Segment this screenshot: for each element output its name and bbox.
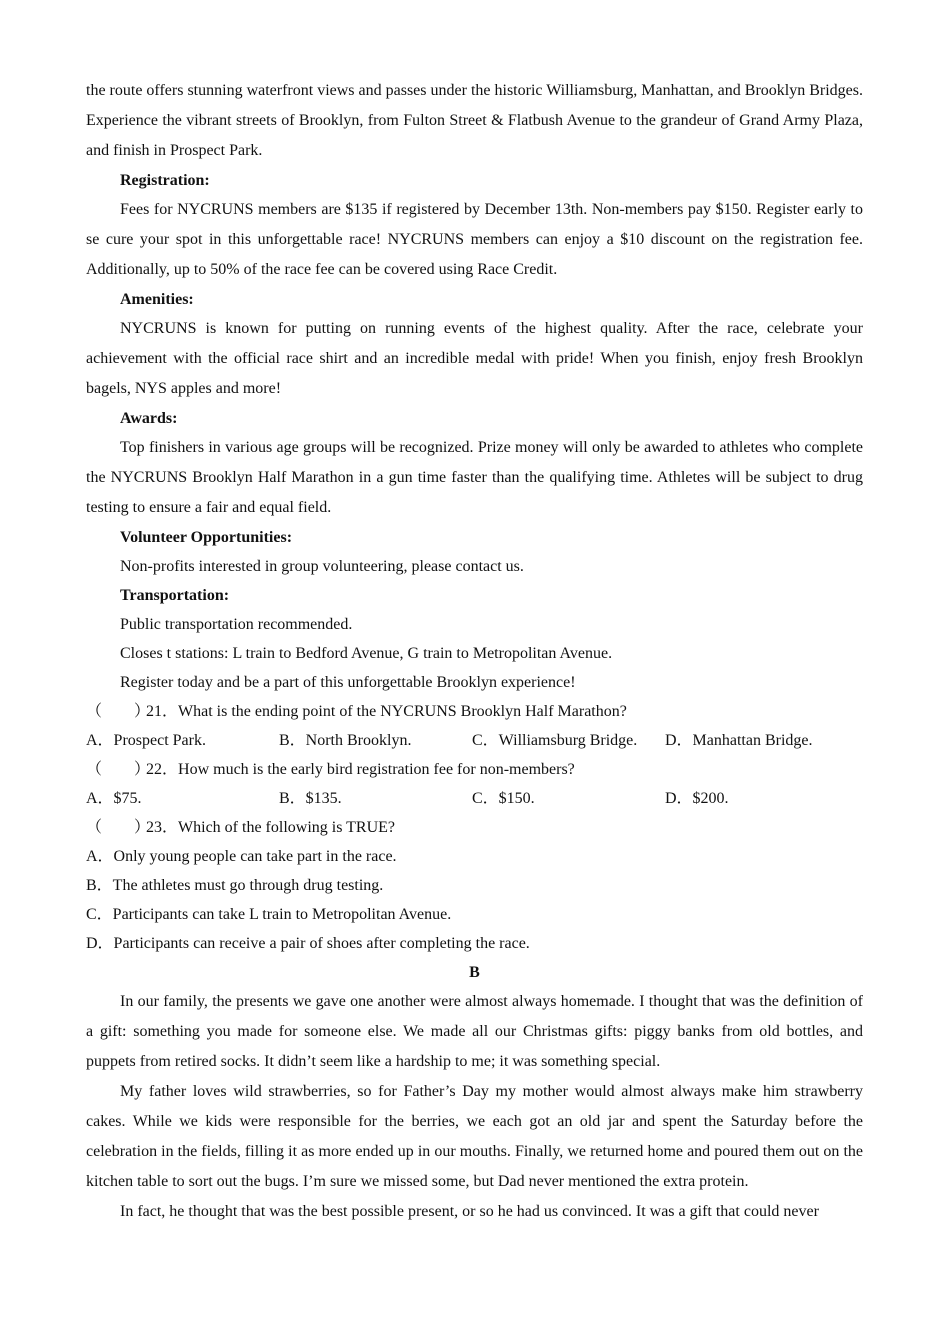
volunteer-text: Non-profits interested in group volunteering, please contact us.: [120, 558, 524, 575]
question-21: [86, 697, 863, 726]
option-b: B．$135.: [279, 790, 342, 807]
option-c: C．Williamsburg Bridge.: [472, 732, 638, 749]
volunteer-heading: Volunteer Opportunities:: [120, 529, 293, 546]
intro-paragraph: the route offers stunning waterfront views and passes under the historic Williamsburg, Manhattan, and Brooklyn Bridges. Experience the vibrant streets of Brooklyn, from Fulton Street & Flatbush Avenue to the grandeur of Grand Army Plaza, and finish in Prospect Park.: [86, 82, 863, 159]
transportation-line-2: Closes t stations: L train to Bedford Avenue, G train to Metropolitan Avenue.: [120, 645, 613, 662]
option-b: B．North Brooklyn.: [279, 732, 412, 749]
question-number: 22．: [146, 761, 179, 778]
question-21-options: [86, 726, 863, 755]
transportation-heading: Transportation:: [120, 587, 230, 604]
question-22: [86, 755, 863, 784]
option-c: C．$150.: [472, 790, 535, 807]
section-b-paragraph-3: In fact, he thought that was the best possible present, or so he had us convinced. It was a gift that could never: [120, 1203, 819, 1220]
answer-blank[interactable]: （ ）: [86, 761, 151, 778]
option-b: B．The athletes must go through drug testing.: [86, 877, 384, 894]
question-text: How much is the early bird registration fee for non-members?: [178, 761, 575, 778]
option-d: D．Participants can receive a pair of shoes after completing the race.: [86, 935, 530, 952]
awards-heading: Awards:: [120, 410, 178, 427]
option-a: A．Prospect Park.: [86, 732, 206, 749]
section-b-paragraph-1: In our family, the presents we gave one another were almost always homemade. I thought that was the definition of a gift: something you made for someone else. We made all our Christmas gifts: piggy banks from old bottles, and puppets from retired socks. It didn’t seem like a hardship to me; it was something special.: [86, 993, 863, 1070]
question-text: Which of the following is TRUE?: [178, 819, 396, 836]
question-22-options: [86, 784, 863, 813]
option-d: D．Manhattan Bridge.: [665, 732, 813, 749]
option-d: D．$200.: [665, 790, 729, 807]
section-b-title: B: [469, 964, 480, 981]
awards-text: Top finishers in various age groups will be recognized. Prize money will only be awarded to athletes who complete the NYCRUNS Brooklyn Half Marathon in a gun time faster than the qualifying time. Athletes will be subject to drug testing to ensure a fair and equal field.: [86, 439, 863, 516]
answer-blank[interactable]: （ ）: [86, 703, 151, 720]
option-c: C．Participants can take L train to Metropolitan Avenue.: [86, 906, 452, 923]
question-number: 23．: [146, 819, 179, 836]
registration-text: Fees for NYCRUNS members are $135 if registered by December 13th. Non-members pay $150. Register early to se cure your spot in this unforgettable race! NYCRUNS members can enjoy a $10 discount on the registration fee. Additionally, up to 50% of the race fee can be covered using Race Credit.: [86, 201, 863, 278]
document-page: [86, 76, 863, 1227]
question-text: What is the ending point of the NYCRUNS Brooklyn Half Marathon?: [178, 703, 627, 720]
closing-line: Register today and be a part of this unforgettable Brooklyn experience!: [120, 674, 576, 691]
section-b-paragraph-2: My father loves wild strawberries, so for Father’s Day my mother would almost always make him strawberry cakes. While we kids were responsible for the berries, we each got an old jar and spent the Saturday before the celebration in the fields, filling it as more ended up in our mouths. Finally, we returned home and poured them out on the kitchen table to sort out the bugs. I’m sure we missed some, but Dad never mentioned the extra protein.: [86, 1083, 863, 1190]
option-a: A．Only young people can take part in the race.: [86, 848, 397, 865]
amenities-text: NYCRUNS is known for putting on running events of the highest quality. After the race, celebrate your achievement with the official race shirt and an incredible medal with pride! When you finish, enjoy fresh Brooklyn bagels, NYS apples and more!: [86, 320, 863, 397]
question-number: 21．: [146, 703, 179, 720]
option-a: A．$75.: [86, 790, 142, 807]
question-23: [86, 813, 863, 842]
transportation-line-1: Public transportation recommended.: [120, 616, 353, 633]
amenities-heading: Amenities:: [120, 291, 194, 308]
answer-blank[interactable]: （ ）: [86, 819, 151, 836]
registration-heading: Registration:: [120, 172, 210, 189]
